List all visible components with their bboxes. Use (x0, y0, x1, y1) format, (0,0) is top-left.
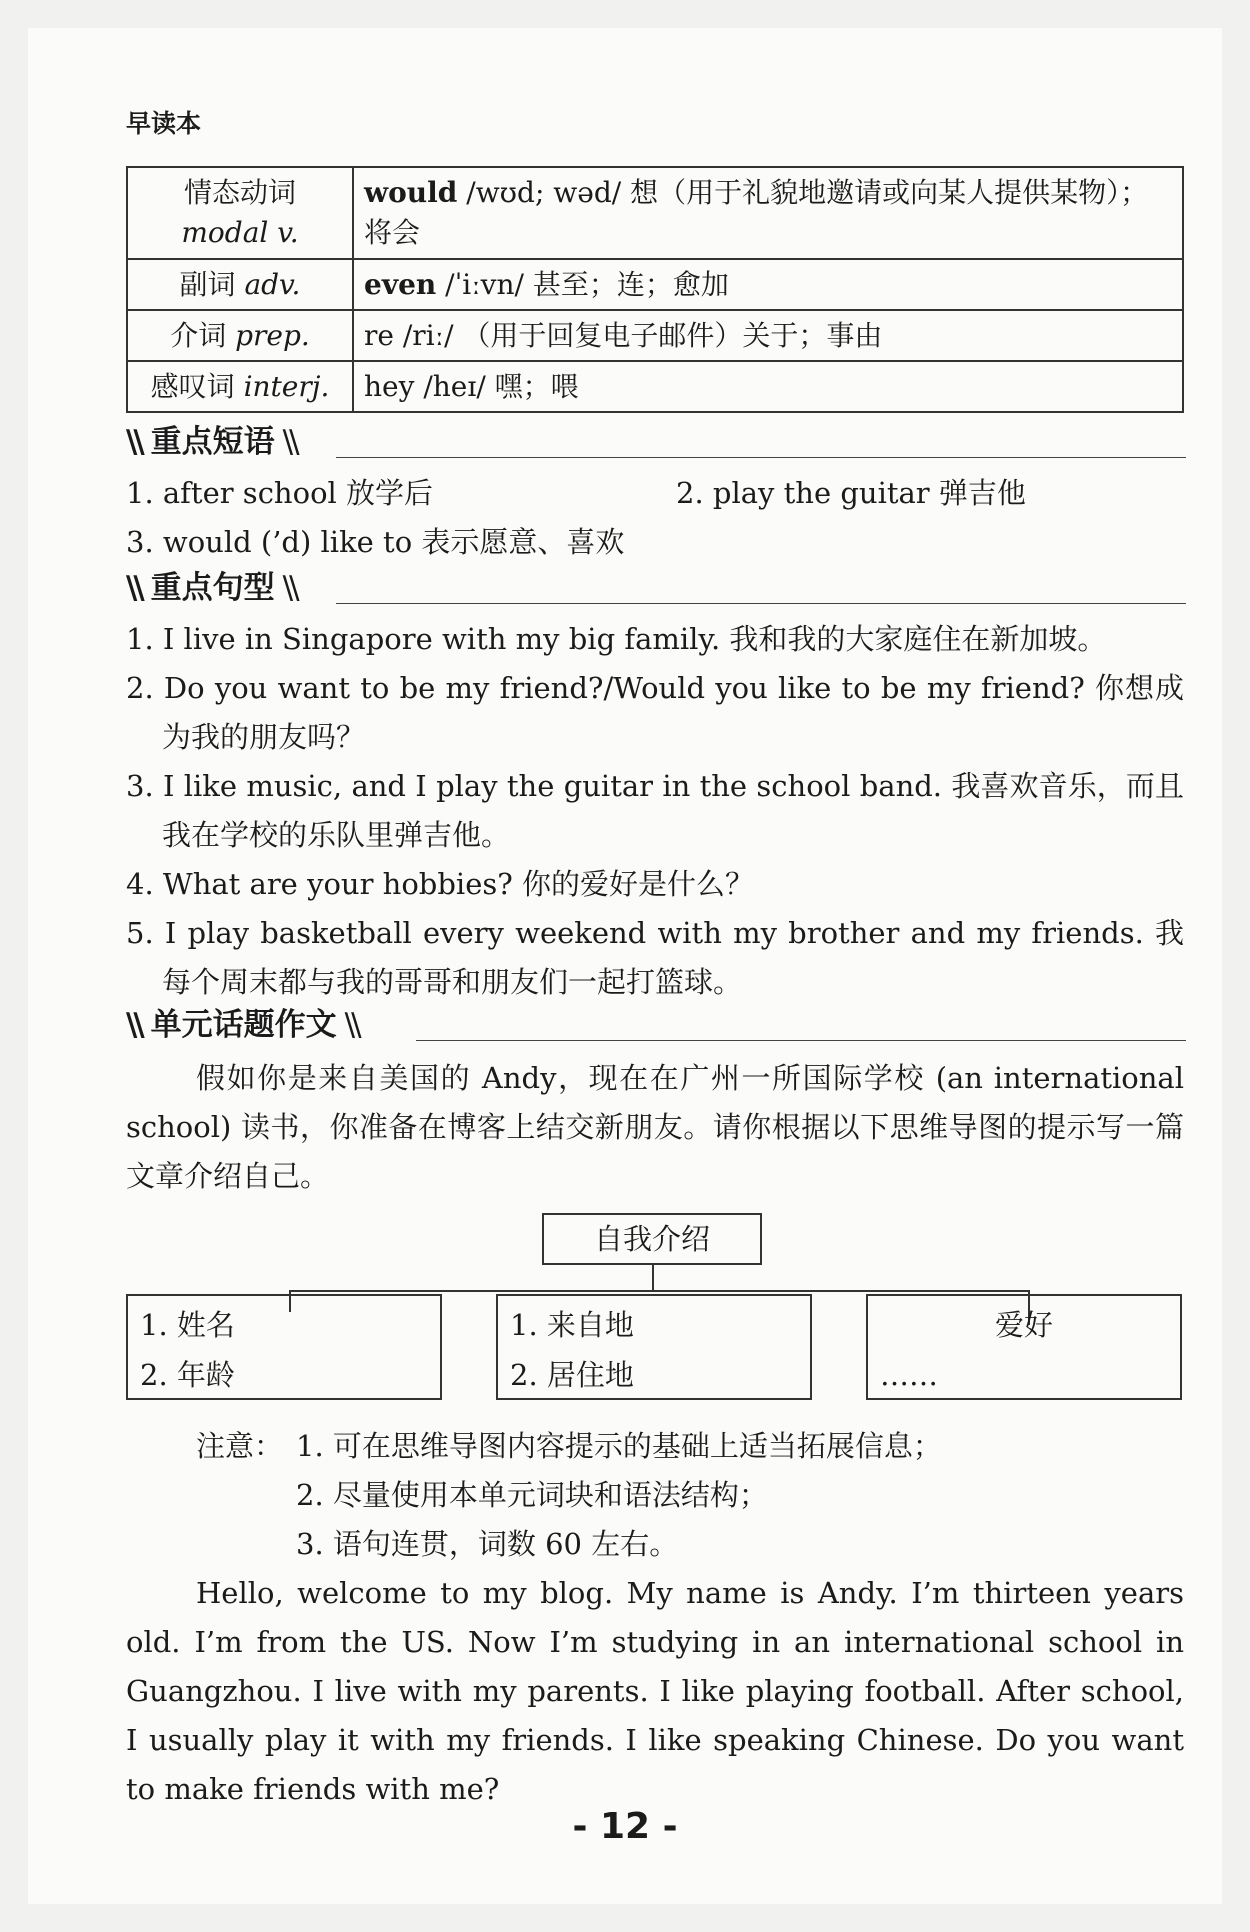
vocab-pos: 感叹词 interj. (127, 361, 353, 412)
slash-icon: \\ (126, 1007, 141, 1043)
vocab-table (126, 166, 1184, 413)
list-item: 2. Do you want to be my friend?/Would you like to be my friend? 你想成为我的朋友吗？ (126, 671, 1184, 754)
vocab-row (127, 361, 1183, 412)
list-item: 1. I live in Singapore with my big family. 我和我的大家庭住在新加坡。 (126, 622, 1107, 656)
section-sentences-heading: \\ 重点句型 \\ (126, 566, 1186, 610)
vocab-row (127, 310, 1183, 361)
list-item: 2. play the guitar 弹吉他 (676, 476, 1026, 510)
vocab-row (127, 167, 1183, 259)
slash-icon: \\ (282, 424, 296, 460)
note-item: 1. 可在思维导图内容提示的基础上适当拓展信息； (296, 1429, 942, 1463)
note-item: 2. 尽量使用本单元词块和语法结构； (296, 1478, 768, 1512)
list-item: 3. would (’d) like to 表示愿意、喜欢 (126, 525, 625, 559)
header-label: 早读本 (126, 109, 202, 138)
slash-icon: \\ (126, 424, 141, 460)
connector (289, 1290, 1029, 1292)
vocab-definition: hey /heɪ/ 嘿；喂 (353, 361, 1183, 412)
section-composition-heading: \\ 单元话题作文 \\ (126, 1003, 1186, 1047)
slash-icon: \\ (344, 1007, 358, 1043)
divider (336, 457, 1186, 458)
list-item: 1. after school 放学后 (126, 476, 434, 510)
mindmap-right-box: 爱好 …… (866, 1294, 1182, 1400)
connector (652, 1265, 654, 1291)
section-phrases-heading: \\ 重点短语 \\ (126, 420, 1186, 464)
slash-icon: \\ (126, 570, 141, 606)
slash-icon: \\ (282, 570, 296, 606)
mindmap-left-box: 1. 姓名 2. 年龄 (126, 1294, 442, 1400)
composition-prompt: 假如你是来自美国的 Andy，现在在广州一所国际学校 (an international school) 读书，你准备在博客上结交新朋友。请你根据以下思维导图的提示写一篇文章介绍自己。 (126, 1061, 1184, 1193)
sentence-list (126, 615, 1184, 1007)
vocab-definition: would /wʊd; wəd/ 想（用于礼貌地邀请或向某人提供某物）；将会 (353, 167, 1183, 259)
note-item: 3. 语句连贯，词数 60 左右。 (296, 1527, 679, 1561)
vocab-definition: re /riː/ （用于回复电子邮件）关于；事由 (353, 310, 1183, 361)
vocab-pos: 介词 prep. (127, 310, 353, 361)
mindmap-center: 自我介绍 (542, 1213, 762, 1265)
sample-essay: Hello, welcome to my blog. My name is Andy. I’m thirteen years old. I’m from the US. Now I’m studying in an international school in Guangzhou. I live with my parents. I like playing football. After school, I usually play it with my friends. I like speaking Chinese. Do you want to make friends with me? (126, 1576, 1184, 1806)
list-item: 5. I play basketball every weekend with my brother and my friends. 我每个周末都与我的哥哥和朋友们一起打篮球。 (126, 916, 1184, 999)
vocab-row (127, 259, 1183, 310)
vocab-pos: 副词 adv. (127, 259, 353, 310)
vocab-pos: 情态动词 modal v. (127, 167, 353, 259)
page-number: - 12 - (572, 1806, 678, 1847)
vocab-definition: even /ˈiːvn/ 甚至；连；愈加 (353, 259, 1183, 310)
notes-label: 注意： (196, 1429, 284, 1463)
divider (336, 603, 1186, 604)
divider (416, 1040, 1186, 1041)
list-item: 4. What are your hobbies? 你的爱好是什么？ (126, 867, 755, 901)
mindmap-middle-box: 1. 来自地 2. 居住地 (496, 1294, 812, 1400)
list-item: 3. I like music, and I play the guitar in the school band. 我喜欢音乐，而且我在学校的乐队里弹吉他。 (126, 769, 1184, 852)
